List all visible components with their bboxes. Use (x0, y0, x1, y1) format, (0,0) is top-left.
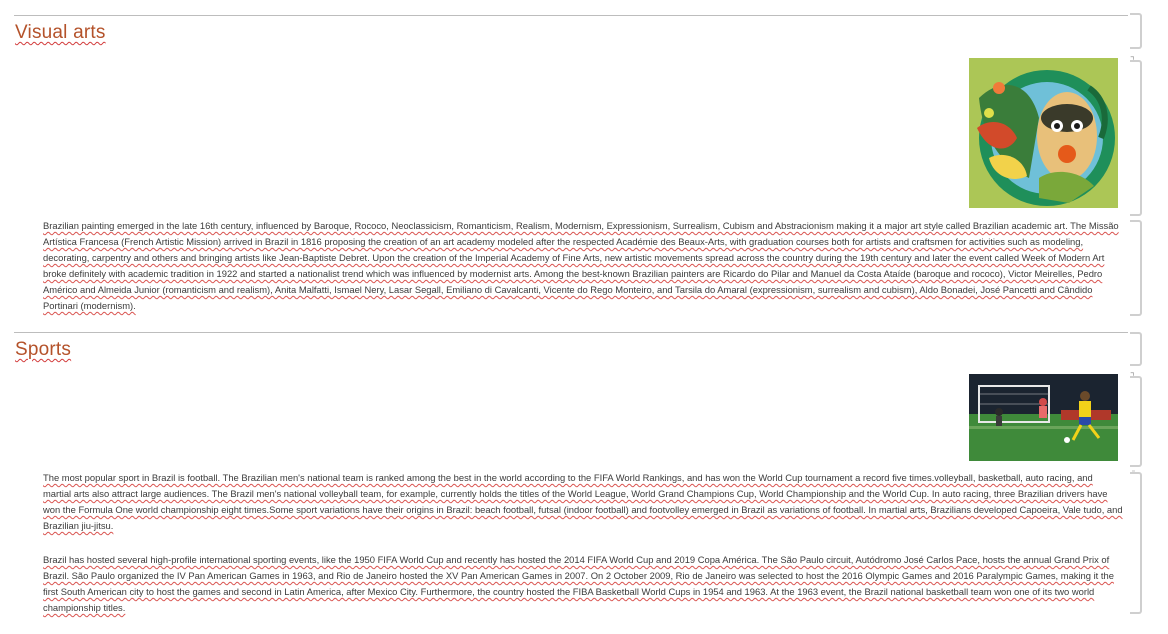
block-bracket-cap (1132, 470, 1135, 472)
block-bracket[interactable] (1130, 332, 1142, 366)
paragraph: Brazilian painting emerged in the late 16th century, influenced by Baroque, Rococo, Neoclassicism, Romanticism, Realism, Modernism, Expressionism, Surrealism, Cubism and Abstracionism making it a major art style called Brazilian academic art. The Missão Artística Francesa (French Artistic Mission) arrived in Brazil in 1816 proposing the creation of an art academy modeled after the respected Académie des Beaux-Arts, with graduation courses both for artists and craftsmen for activities such as modeling, decorating, carpentry and others and bringing artists like Jean-Baptiste Debret. Upon the creation of the Imperial Academy of Fine Arts, new artistic movements spread across the country during the 19th century and later the event called Week of Modern Art broke definitely with academic tradition in 1922 and started a nationalist trend which was influenced by modernist arts. Among the best-known Brazilian painters are Ricardo do Pilar and Manuel da Costa Ataíde (baroque and rococo), Victor Meirelles, Pedro Américo and Almeida Junior (romanticism and realism), Anita Malfatti, Ismael Nery, Lasar Segall, Emiliano di Cavalcanti, Vicente do Rego Monteiro, and Tarsila do Amaral (expressionism, surrealism and cubism), Aldo Bonadei, José Pancetti and Cândido Portinari (modernism). (43, 220, 1119, 311)
section-divider (14, 332, 1128, 333)
sports-body (43, 470, 1123, 634)
section-title-sports: Sports (15, 339, 72, 360)
visual-arts-image[interactable] (969, 58, 1118, 208)
corner-handle-icon[interactable]: ⌝ (1130, 56, 1135, 67)
block-bracket[interactable] (1130, 220, 1142, 316)
sports-image[interactable] (969, 374, 1118, 461)
visual-arts-body (43, 218, 1123, 332)
paragraph: Brazil has hosted several high-profile international sporting events, like the 1950 FIFA World Cup and recently has hosted the 2014 FIFA World Cup and 2019 Copa América. The São Paulo circuit, Autódromo José Carlos Pace, hosts the annual Grand Prix of Brazil. São Paulo organized the IV Pan American Games in 1963, and Rio de Janeiro hosted the XV Pan American Games in 2007. On 2 October 2009, Rio de Janeiro was selected to host the 2016 Olympic Games and 2016 Paralympic Games, making it the first South American city to host the games and second in Latin America, after Mexico City. Furthermore, the country hosted the FIBA Basketball World Cups in 1954 and 1963. At the 1963 event, the Brazil national basketball team won one of its two world championship titles. (43, 554, 1114, 613)
block-bracket[interactable] (1130, 376, 1142, 467)
block-bracket[interactable] (1130, 60, 1142, 216)
football-photo-icon (969, 374, 1118, 461)
block-bracket[interactable] (1130, 13, 1142, 49)
painting-artwork-icon (969, 58, 1118, 208)
paragraph: The most popular sport in Brazil is football. The Brazilian men's national team is ranked among the best in the world according to the FIFA World Rankings, and has won the World Cup tournament a record five times.volleyball, basketball, auto racing, and martial arts also attract large audiences. The Brazil men's national volleyball team, for example, currently holds the titles of the World League, World Grand Champions Cup, World Championship and the World Cup. In auto racing, three Brazilian drivers have won the Formula One world championship eight times.Some sport variations have their origins in Brazil: beach football, futsal (indoor football) and footvolley emerged in Brazil as variations of football. In martial arts, Brazilians developed Capoeira, Vale tudo, and Brazilian jiu-jitsu. (43, 472, 1123, 531)
section-title-visual-arts: Visual arts (15, 22, 106, 43)
section-divider (14, 15, 1128, 16)
block-bracket[interactable] (1130, 472, 1142, 614)
corner-handle-icon[interactable]: ⌝ (1130, 372, 1135, 383)
